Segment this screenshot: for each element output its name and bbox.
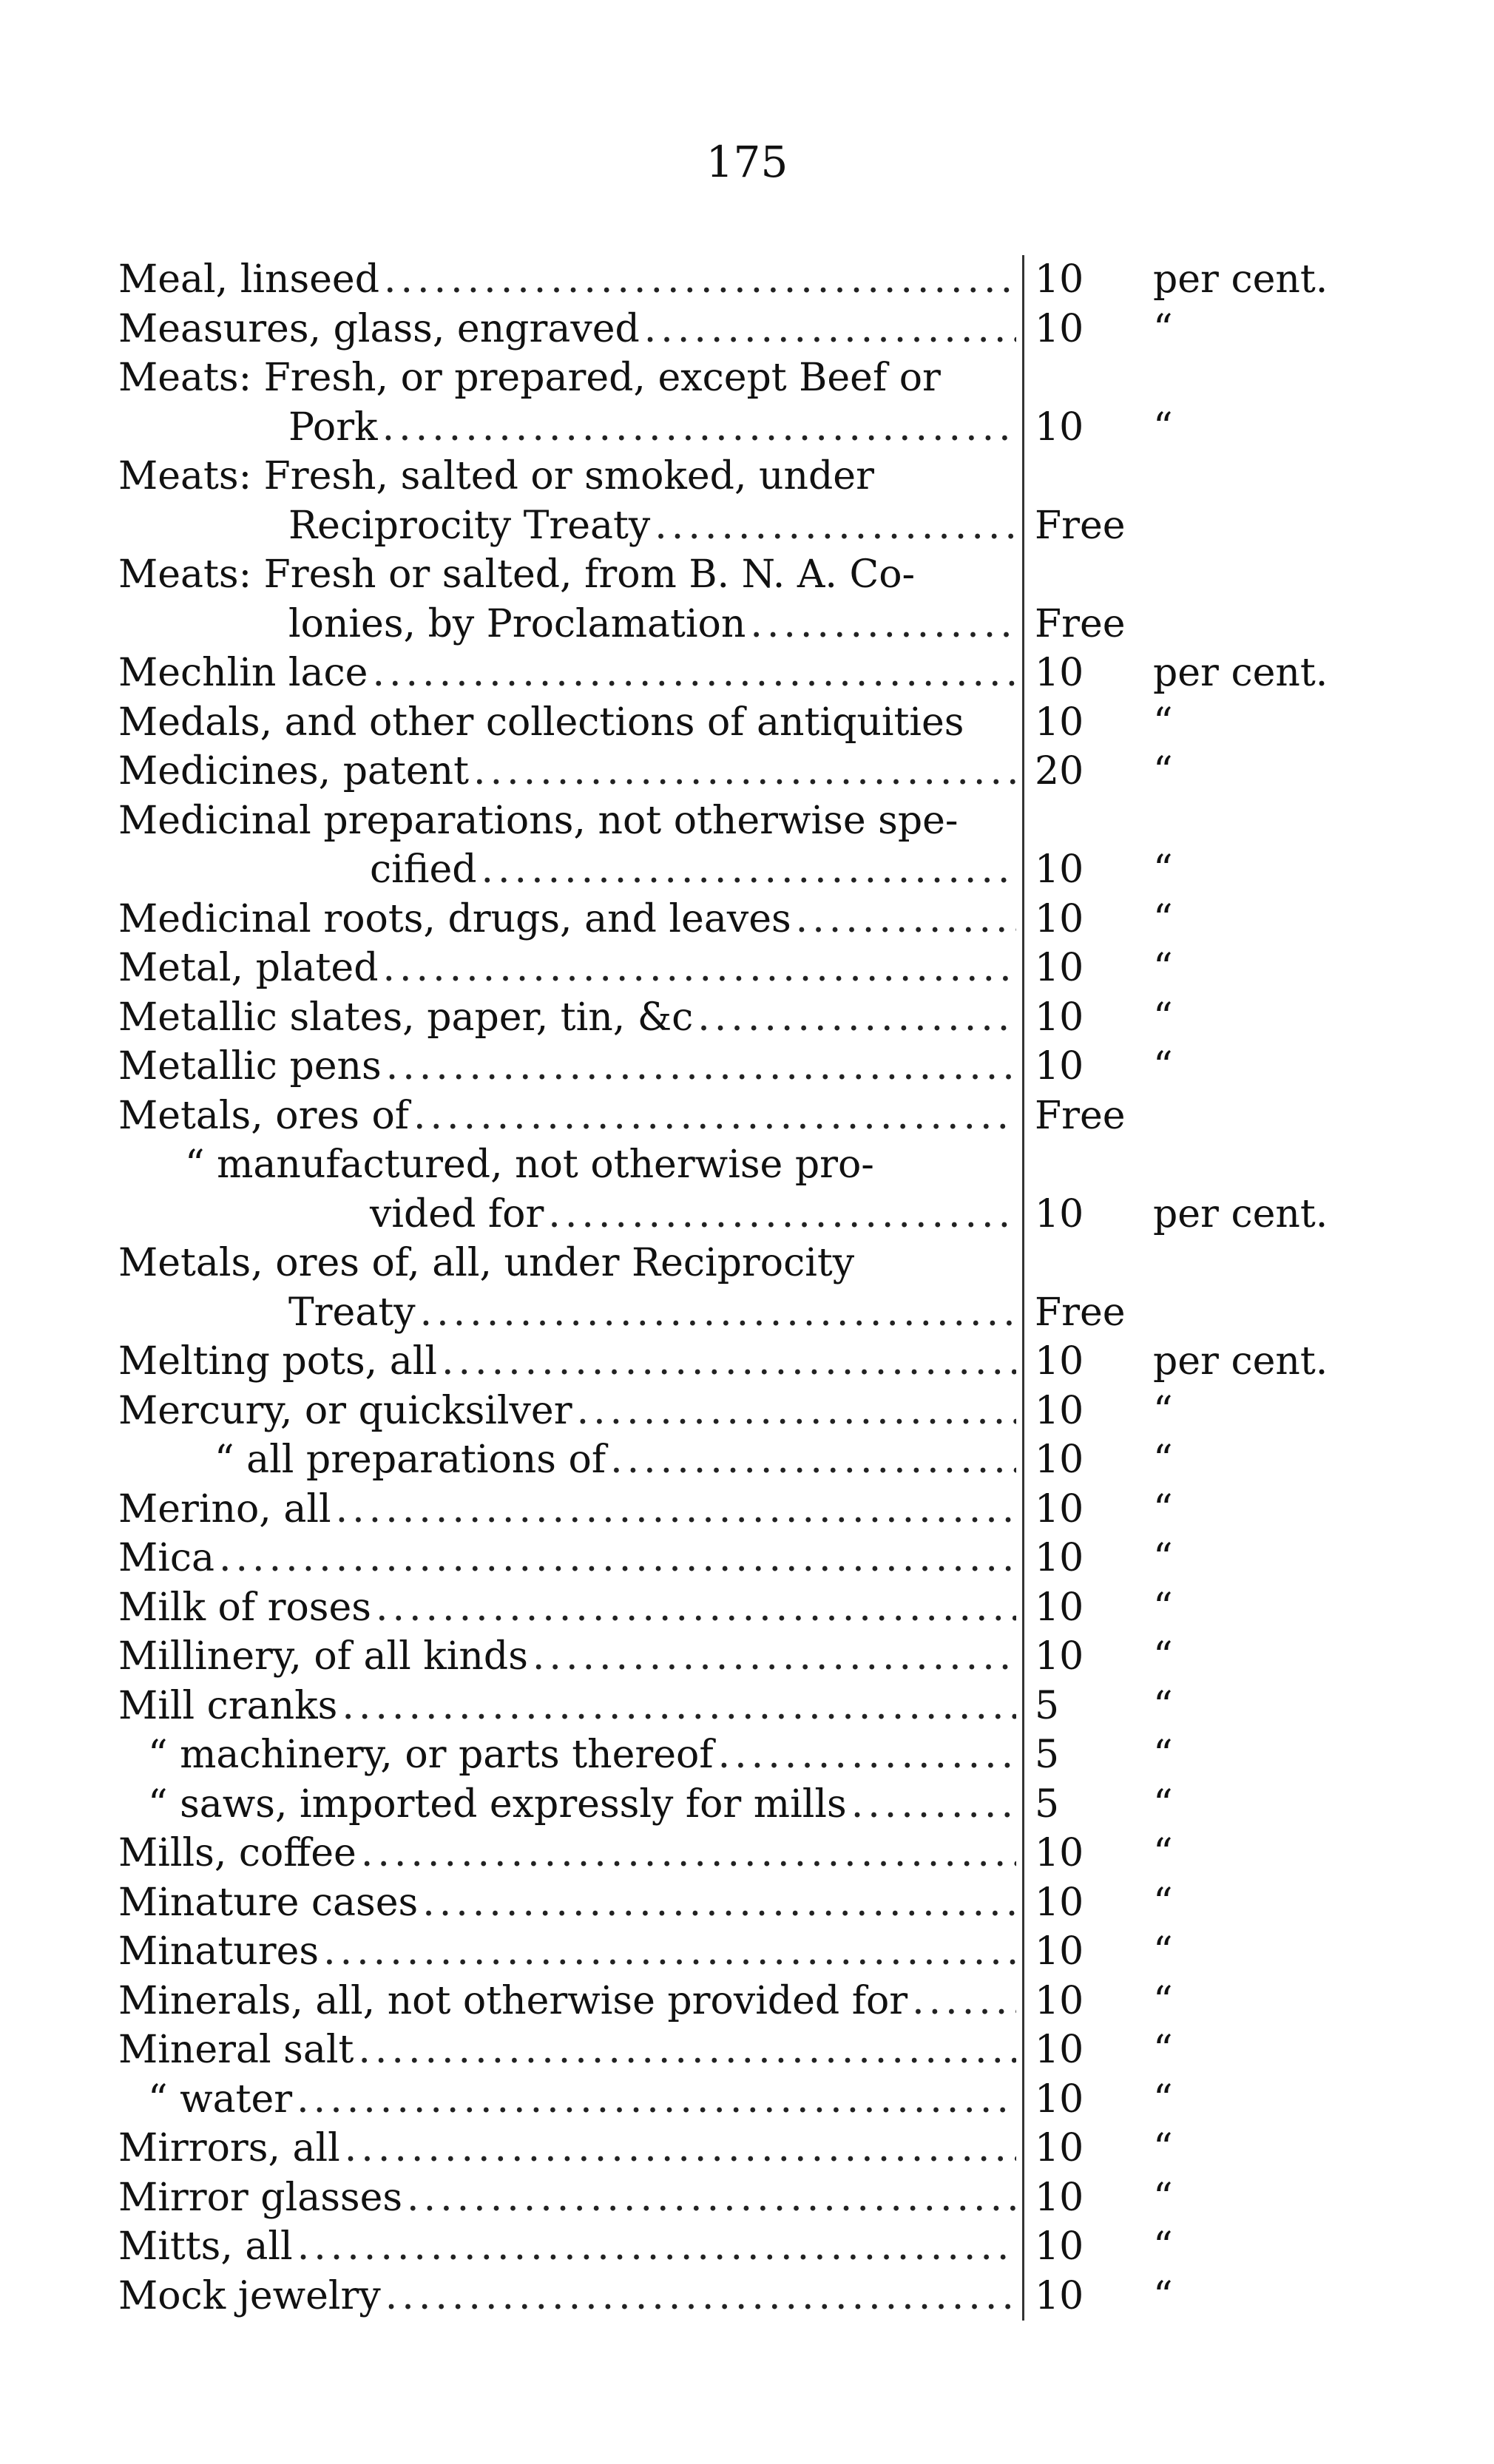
entry-rate: 10 — [1035, 405, 1084, 450]
entry-unit: “ — [1153, 1683, 1173, 1728]
entry-unit: “ — [1153, 1388, 1173, 1433]
entry-label: “ water — [148, 2077, 293, 2122]
entry-item — [118, 1730, 1024, 1780]
entry-unit: “ — [1153, 847, 1173, 892]
tariff-entry — [118, 944, 1302, 993]
entry-item — [118, 1337, 1024, 1387]
entry-rate: 10 — [1035, 1536, 1084, 1580]
entry-item — [118, 1682, 1024, 1731]
tariff-entry — [118, 845, 1302, 895]
entry-rate: Free — [1035, 1290, 1126, 1335]
entry-unit: “ — [1153, 1438, 1173, 1482]
entry-item — [118, 845, 1024, 895]
dot-leader — [219, 1534, 1016, 1583]
dot-leader — [384, 255, 1016, 305]
entry-unit: “ — [1153, 2175, 1173, 2220]
entry-label: Mirrors, all — [118, 2126, 340, 2170]
dot-leader — [533, 1632, 1016, 1682]
entry-label: Pork — [288, 405, 378, 450]
tariff-entry — [118, 1091, 1302, 1141]
entry-unit: “ — [1153, 1536, 1173, 1580]
entry-unit: “ — [1153, 1929, 1173, 1974]
entry-label: Reciprocity Treaty — [288, 503, 651, 548]
tariff-entry — [118, 649, 1328, 698]
entry-rate: 10 — [1035, 2273, 1084, 2318]
dot-leader — [750, 600, 1016, 649]
entry-rate: 10 — [1035, 1634, 1084, 1679]
entry-label: Mirror glasses — [118, 2175, 403, 2220]
entry-unit: “ — [1153, 1733, 1173, 1777]
entry-label: Mock jewelry — [118, 2273, 381, 2318]
entry-rate: 5 — [1035, 1683, 1060, 1728]
entry-item — [118, 501, 1024, 551]
entry-label: Medals, and other collections of antiquities — [118, 700, 964, 745]
entry-label: Mineral salt — [118, 2028, 354, 2072]
tariff-entry — [118, 1485, 1302, 1534]
entry-unit: per cent. — [1153, 651, 1328, 695]
entry-rate: 20 — [1035, 749, 1084, 793]
entry-label: Mills, coffee — [118, 1831, 356, 1875]
entry-unit: “ — [1153, 1044, 1173, 1089]
tariff-entry — [118, 2173, 1302, 2223]
dot-leader — [644, 305, 1016, 354]
dot-leader — [473, 747, 1016, 796]
entry-item — [118, 747, 1024, 796]
entry-label: Metallic slates, paper, tin, &c — [118, 995, 694, 1040]
entry-label: Mitts, all — [118, 2224, 293, 2269]
tariff-entry — [118, 550, 1302, 600]
dot-leader — [481, 845, 1017, 895]
entry-item — [118, 1534, 1024, 1583]
dot-leader — [376, 1583, 1016, 1633]
entry-item — [118, 2075, 1024, 2125]
entry-label: Mill cranks — [118, 1683, 338, 1728]
entry-item — [118, 649, 1024, 698]
tariff-entry — [118, 1682, 1302, 1731]
dot-leader — [336, 1485, 1016, 1534]
entry-unit: “ — [1153, 1831, 1173, 1875]
entry-label: Mica — [118, 1536, 214, 1580]
entry-rate: Free — [1035, 601, 1126, 646]
entry-label: Milk of roses — [118, 1585, 371, 1630]
entry-rate: 5 — [1035, 1781, 1060, 1827]
entry-rate: 10 — [1035, 1044, 1084, 1089]
tariff-entry — [118, 452, 1302, 501]
entry-item — [118, 1435, 1024, 1485]
entry-label: Mercury, or quicksilver — [118, 1388, 572, 1433]
entry-item — [118, 600, 1024, 649]
tariff-entry — [118, 796, 1302, 846]
entry-rate: 10 — [1035, 700, 1084, 745]
tariff-entry — [118, 698, 1302, 748]
entry-item — [118, 2124, 1024, 2173]
dot-leader — [420, 1288, 1016, 1338]
entry-unit: “ — [1153, 995, 1173, 1040]
entry-rate: 10 — [1035, 1831, 1084, 1875]
entry-unit: “ — [1153, 1781, 1173, 1827]
tariff-entry — [118, 1927, 1302, 1977]
dot-leader — [297, 2075, 1016, 2125]
entry-label: Melting pots, all — [118, 1339, 437, 1384]
tariff-entry — [118, 1140, 1302, 1190]
entry-unit: “ — [1153, 946, 1173, 990]
tariff-entry — [118, 1534, 1302, 1583]
tariff-entry — [118, 1190, 1328, 1239]
tariff-entry — [118, 993, 1302, 1043]
entry-rate: 10 — [1035, 257, 1084, 302]
entry-label: “ saws, imported expressly for mills — [148, 1781, 847, 1827]
entry-label: Treaty — [288, 1290, 416, 1335]
entry-rate: 10 — [1035, 1339, 1084, 1384]
dot-leader — [655, 501, 1016, 551]
entry-label: Merino, all — [118, 1486, 331, 1531]
entry-rate: 10 — [1035, 2126, 1084, 2170]
dot-leader — [323, 1927, 1016, 1977]
dot-leader — [442, 1337, 1016, 1387]
tariff-entry — [118, 1435, 1302, 1485]
entry-item — [118, 1239, 1024, 1288]
entry-item — [118, 2222, 1024, 2272]
tariff-entry — [118, 2124, 1302, 2173]
entry-rate: 10 — [1035, 1191, 1084, 1236]
entry-rate: 10 — [1035, 1880, 1084, 1925]
entry-item — [118, 944, 1024, 993]
entry-unit: per cent. — [1153, 1339, 1328, 1384]
entry-rate: Free — [1035, 1093, 1126, 1138]
entry-unit: “ — [1153, 2077, 1173, 2122]
entry-unit: “ — [1153, 1486, 1173, 1531]
entry-unit: per cent. — [1153, 1191, 1328, 1236]
entry-unit: “ — [1153, 1585, 1173, 1630]
entry-item — [118, 353, 1024, 403]
entry-item — [118, 1632, 1024, 1682]
entry-item — [118, 1042, 1024, 1091]
entry-item — [118, 452, 1024, 501]
entry-item — [118, 305, 1024, 354]
entry-item — [118, 2173, 1024, 2223]
entry-unit: per cent. — [1153, 257, 1328, 302]
entry-item — [118, 2025, 1024, 2075]
entry-rate: 10 — [1035, 2077, 1084, 2122]
entry-label: Meats: Fresh or salted, from B. N. A. Co- — [118, 552, 916, 597]
dot-leader — [385, 2272, 1016, 2321]
tariff-entry — [118, 895, 1302, 944]
tariff-table — [118, 255, 1328, 2321]
tariff-entry — [118, 1387, 1302, 1436]
entry-unit: “ — [1153, 1634, 1173, 1679]
entry-rate: 10 — [1035, 651, 1084, 695]
tariff-entry — [118, 2272, 1302, 2321]
tariff-entry — [118, 1583, 1302, 1633]
entry-unit: “ — [1153, 2224, 1173, 2269]
entry-unit: “ — [1153, 2273, 1173, 2318]
entry-item — [118, 2272, 1024, 2321]
entry-unit: “ — [1153, 405, 1173, 450]
entry-rate: 10 — [1035, 1486, 1084, 1531]
entry-label: vided for — [370, 1191, 544, 1236]
entry-label: Metals, ores of — [118, 1093, 409, 1138]
entry-item — [118, 550, 1024, 600]
dot-leader — [382, 944, 1016, 993]
dot-leader — [697, 993, 1016, 1043]
tariff-entry — [118, 403, 1302, 453]
entry-unit: “ — [1153, 2126, 1173, 2170]
tariff-entry — [118, 255, 1328, 305]
entry-unit: “ — [1153, 700, 1173, 745]
entry-rate: 10 — [1035, 1388, 1084, 1433]
entry-item — [118, 1387, 1024, 1436]
entry-label: “ machinery, or parts thereof — [148, 1733, 714, 1777]
entry-unit: “ — [1153, 1978, 1173, 2023]
dot-leader — [345, 2124, 1016, 2173]
entry-item — [118, 1927, 1024, 1977]
page-number: 175 — [706, 137, 788, 187]
tariff-entry — [118, 1042, 1302, 1091]
entry-rate: 10 — [1035, 946, 1084, 990]
tariff-entry — [118, 1632, 1302, 1682]
entry-item — [118, 1878, 1024, 1928]
dot-leader — [386, 1042, 1016, 1091]
entry-rate: 10 — [1035, 1929, 1084, 1974]
dot-leader — [413, 1091, 1016, 1141]
tariff-entry — [118, 1878, 1302, 1928]
dot-leader — [297, 2222, 1016, 2272]
entry-label: Meats: Fresh, or prepared, except Beef or — [118, 356, 941, 400]
entry-label: Minature cases — [118, 1880, 419, 1925]
entry-item — [118, 1288, 1024, 1338]
dot-leader — [610, 1435, 1016, 1485]
dot-leader — [382, 403, 1016, 453]
tariff-entry — [118, 2025, 1302, 2075]
entry-item — [118, 1190, 1024, 1239]
entry-rate: 10 — [1035, 1438, 1084, 1482]
tariff-entry — [118, 2222, 1302, 2272]
entry-label: cified — [370, 847, 477, 892]
entry-rate: 10 — [1035, 2224, 1084, 2269]
entry-unit: “ — [1153, 306, 1173, 351]
entry-item — [118, 255, 1024, 305]
entry-item — [118, 403, 1024, 453]
tariff-entry — [118, 353, 1302, 403]
entry-label: Medicines, patent — [118, 749, 470, 793]
entry-label: lonies, by Proclamation — [288, 601, 746, 646]
entry-item — [118, 698, 1024, 748]
entry-rate: 10 — [1035, 896, 1084, 941]
tariff-entry — [118, 305, 1302, 354]
entry-unit: “ — [1153, 1880, 1173, 1925]
dot-leader — [422, 1878, 1016, 1928]
dot-leader — [372, 649, 1016, 698]
entry-label: Minatures — [118, 1929, 320, 1974]
tariff-entry — [118, 747, 1302, 796]
entry-item — [118, 1091, 1024, 1141]
dot-leader — [577, 1387, 1016, 1436]
entry-rate: 10 — [1035, 995, 1084, 1040]
entry-item — [118, 895, 1024, 944]
entry-item — [118, 796, 1024, 846]
entry-rate: 10 — [1035, 1585, 1084, 1630]
entry-label: “ all preparations of — [214, 1438, 606, 1482]
entry-item — [118, 1829, 1024, 1878]
entry-item — [118, 1977, 1024, 2026]
dot-leader — [851, 1780, 1016, 1830]
entry-unit: “ — [1153, 749, 1173, 793]
dot-leader — [358, 2025, 1016, 2075]
dot-leader — [912, 1977, 1016, 2026]
entry-rate: 10 — [1035, 2175, 1084, 2220]
tariff-entry — [118, 501, 1302, 551]
tariff-entry — [118, 600, 1302, 649]
entry-item — [118, 1485, 1024, 1534]
entry-rate: 10 — [1035, 847, 1084, 892]
entry-unit: “ — [1153, 2028, 1173, 2072]
entry-label: Minerals, all, not otherwise provided for — [118, 1978, 908, 2023]
entry-label: Medicinal roots, drugs, and leaves — [118, 896, 791, 941]
tariff-entry — [118, 1288, 1302, 1338]
tariff-entry — [118, 1780, 1302, 1830]
entry-label: “ manufactured, not otherwise pro- — [185, 1143, 874, 1187]
dot-leader — [342, 1682, 1016, 1731]
entry-item — [118, 1583, 1024, 1633]
dot-leader — [796, 895, 1016, 944]
entry-rate: 10 — [1035, 306, 1084, 351]
entry-label: Metals, ores of, all, under Reciprocity — [118, 1241, 855, 1285]
entry-label: Measures, glass, engraved — [118, 306, 640, 351]
entry-rate: 10 — [1035, 1978, 1084, 2023]
entry-rate: 5 — [1035, 1733, 1060, 1777]
entry-label: Medicinal preparations, not otherwise spe- — [118, 798, 959, 843]
entry-label: Metal, plated — [118, 946, 379, 990]
dot-leader — [361, 1829, 1016, 1878]
entry-rate: Free — [1035, 503, 1126, 548]
entry-label: Meats: Fresh, salted or smoked, under — [118, 454, 874, 498]
entry-item — [118, 1140, 1024, 1190]
dot-leader — [548, 1190, 1016, 1239]
entry-label: Meal, linseed — [118, 257, 379, 302]
dot-leader — [718, 1730, 1016, 1780]
entry-label: Mechlin lace — [118, 651, 368, 695]
tariff-entry — [118, 1977, 1302, 2026]
tariff-entry — [118, 1337, 1328, 1387]
tariff-entry — [118, 1730, 1302, 1780]
entry-label: Metallic pens — [118, 1044, 382, 1089]
tariff-entry — [118, 2075, 1302, 2125]
entry-item — [118, 1780, 1024, 1830]
tariff-entry — [118, 1239, 1302, 1288]
entry-item — [118, 993, 1024, 1043]
tariff-entry — [118, 1829, 1302, 1878]
entry-unit: “ — [1153, 896, 1173, 941]
entry-rate: 10 — [1035, 2028, 1084, 2072]
entry-label: Millinery, of all kinds — [118, 1634, 528, 1679]
dot-leader — [407, 2173, 1016, 2223]
